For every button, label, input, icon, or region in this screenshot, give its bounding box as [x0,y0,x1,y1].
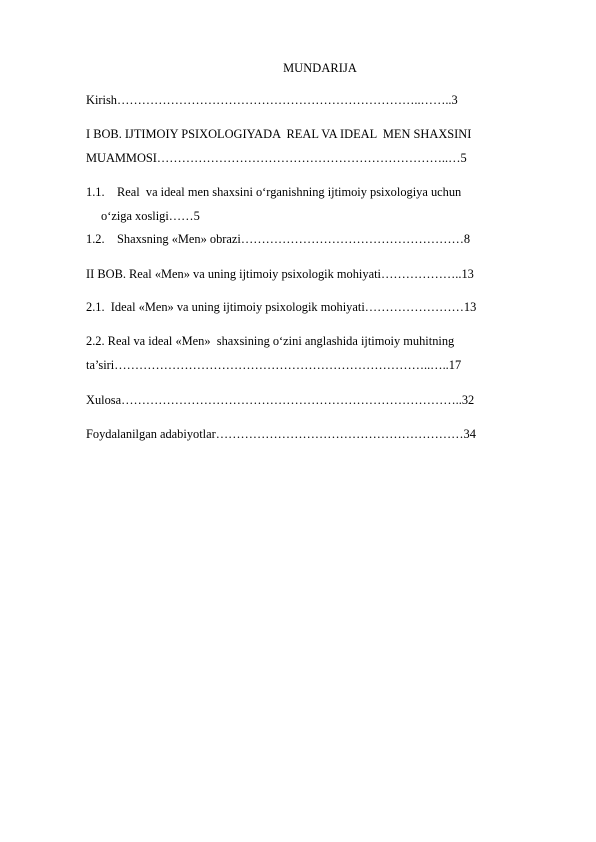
toc-entry-references: Foydalanilgan adabiyotlar……………………………………………………34 [86,427,476,441]
page-title: MUNDARIJA [283,61,357,75]
toc-entry-section-1-1-line-2: oʻziga xosligi……5 [101,209,200,223]
toc-entry-section-1-2: 1.2. Shaxsning «Men» obrazi………………………………………………8 [86,232,471,246]
toc-entry-conclusion: Xulosa………………………………………………………………………..32 [86,393,475,407]
toc-entry-section-2-2-line-1: 2.2. Real va ideal «Men» shaxsining oʻzini anglashida ijtimoiy muhitning [86,334,455,348]
toc-entry-chapter-1-line-1: I BOB. IJTIMOIY PSIXOLOGIYADA REAL VA IDEAL MEN SHAXSINI [86,127,472,141]
toc-entry-section-2-1: 2.1. Ideal «Men» va uning ijtimoiy psixologik mohiyati……………………13 [86,300,477,314]
toc-entry-section-1-1-line-1: 1.1. Real va ideal men shaxsini oʻrganishning ijtimoiy psixologiya uchun [86,185,462,199]
toc-entry-chapter-2: II BOB. Real «Men» va uning ijtimoiy psixologik mohiyati………………..13 [86,267,474,281]
toc-entry-section-2-2-line-2: ta’siri…………………………………………………………………..…..17 [86,358,462,372]
toc-entry-introduction: Kirish………………………………………………………………..……..3 [86,93,458,107]
toc-entry-chapter-1-line-2: MUAMMOSI……………………………………………………………..…5 [86,151,467,165]
